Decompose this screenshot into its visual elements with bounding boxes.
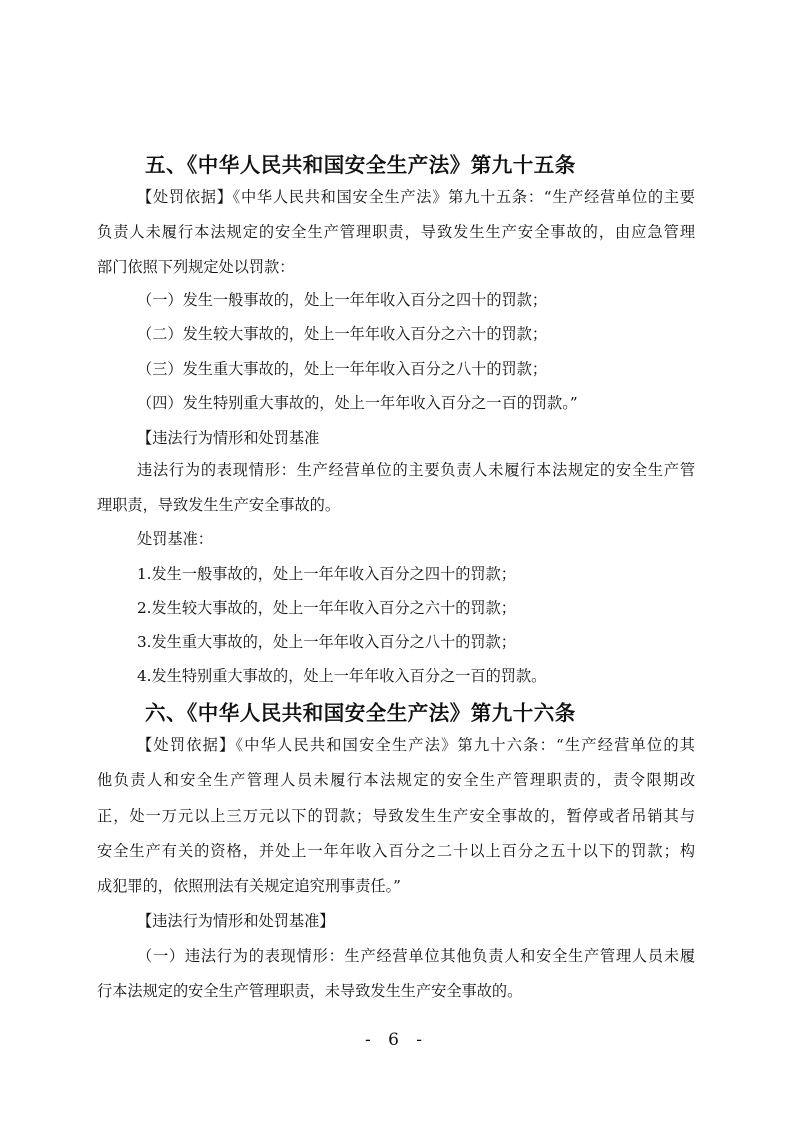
section-5-item: （二）发生较大事故的，处上一年年收入百分之六十的罚款； [137,325,548,343]
section-5-item: （四）发生特别重大事故的，处上一年年收入百分之一百的罚款。” [137,394,578,412]
section-6-basis-line: 正，处一万元以上三万元以下的罚款；导致发生生产安全事故的，暂停或者吊销其与 [97,807,695,825]
section-6-basis-line: 他负责人和安全生产管理人员未履行本法规定的安全生产管理职责的，责令限期改 [97,771,695,789]
section-6-basis-line: 【处罚依据】《中华人民共和国安全生产法》第九十六条：“生产经营单位的其 [137,736,695,754]
section-5-behavior-line: 违法行为的表现情形：生产经营单位的主要负责人未履行本法规定的安全生产管 [137,461,695,479]
section-5-standard: 2.发生较大事故的，处上一年年收入百分之六十的罚款； [137,599,516,617]
section-5-standard: 1.发生一般事故的，处上一年年收入百分之四十的罚款； [137,565,516,583]
section-5-item: （一）发生一般事故的，处上一年年收入百分之四十的罚款； [137,291,548,309]
section-5-basis-line: 部门依照下列规定处以罚款： [97,258,295,276]
section-5-heading: 五、《中华人民共和国安全生产法》第九十五条 [145,153,576,177]
page-number: - 6 - [364,1030,429,1050]
section-5-basis-line: 负责人未履行本法规定的安全生产管理职责，导致发生生产安全事故的，由应急管理 [97,223,695,241]
section-5-basis-line: 【处罚依据】《中华人民共和国安全生产法》第九十五条：“生产经营单位的主要 [137,188,695,206]
section-6-basis-line: 成犯罪的，依照刑法有关规定追究刑事责任。” [97,877,401,895]
section-6-heading: 六、《中华人民共和国安全生产法》第九十六条 [145,701,576,725]
section-5-standard: 3.发生重大事故的，处上一年年收入百分之八十的罚款； [137,633,516,651]
section-6-benchmark-heading: 【违法行为情形和处罚基准】 [137,912,335,930]
section-5-behavior-line: 理职责，导致发生生产安全事故的。 [97,496,340,514]
section-6-behavior-line: （一）违法行为的表现情形：生产经营单位其他负责人和安全生产管理人员未履 [137,947,695,965]
section-5-item: （三）发生重大事故的，处上一年年收入百分之八十的罚款； [137,360,548,378]
section-5-standard-label: 处罚基准： [137,530,213,548]
section-5-benchmark-heading: 【违法行为情形和处罚基准 [137,429,320,447]
section-5-standard: 4.发生特别重大事故的，处上一年年收入百分之一百的罚款。 [137,667,547,685]
section-6-behavior-line: 行本法规定的安全生产管理职责，未导致发生生产安全事故的。 [97,982,523,1000]
section-6-basis-line: 安全生产有关的资格，并处上一年年收入百分之二十以上百分之五十以下的罚款；构 [97,842,695,860]
